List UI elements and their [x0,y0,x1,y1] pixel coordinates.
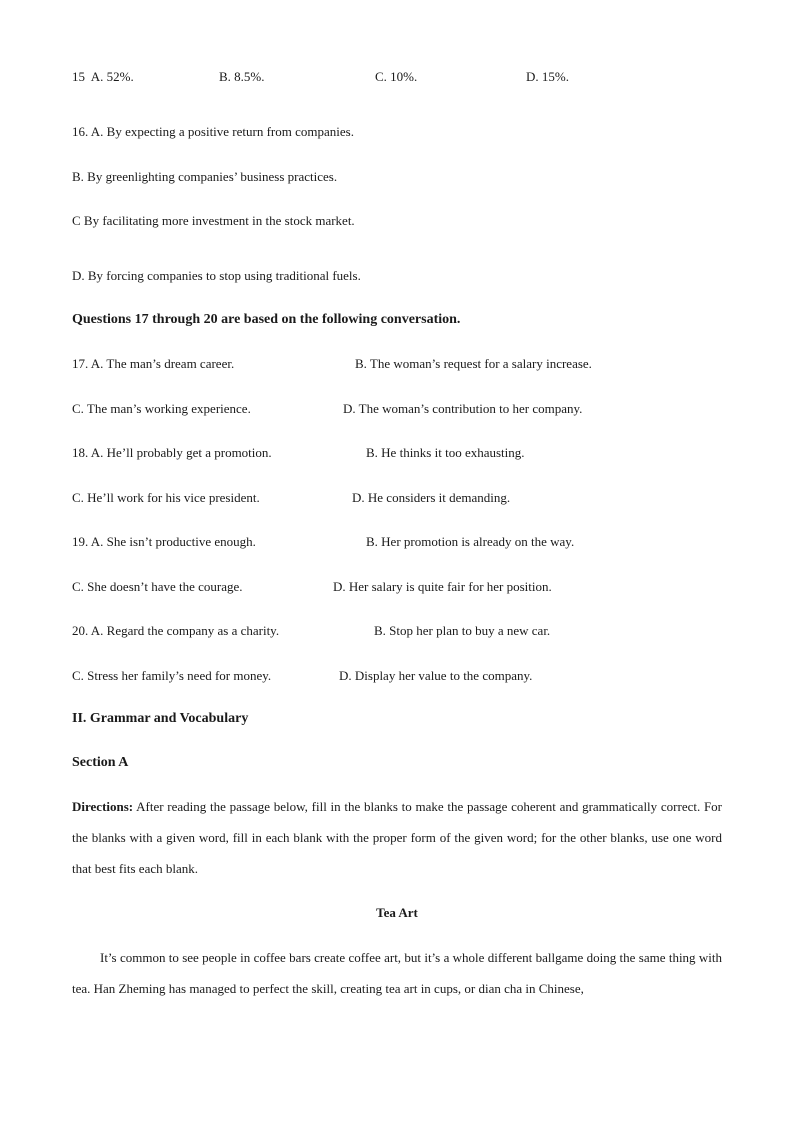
q17-option-a: 17. A. The man’s dream career. [72,356,235,371]
directions-label: Directions: [72,799,134,814]
q20-option-d: D. Display her value to the company. [339,668,533,683]
q19-option-c: C. She doesn’t have the courage. [72,579,243,594]
q17-option-c: C. The man’s working experience. [72,401,251,416]
q18-option-a: 18. A. He’ll probably get a promotion. [72,445,272,460]
q18-option-b: B. He thinks it too exhausting. [366,445,525,460]
q19-option-b: B. Her promotion is already on the way. [366,534,575,549]
q19-option-a: 19. A. She isn’t productive enough. [72,534,256,549]
q16-option-d: D. By forcing companies to stop using traditional fuels. [72,268,361,283]
q20-option-a: 20. A. Regard the company as a charity. [72,623,280,638]
q15-option-c: C. 10%. [375,69,418,84]
section-a-heading: Section A [72,755,129,770]
q19-option-d: D. Her salary is quite fair for her position. [333,579,552,594]
q16-option-b: B. By greenlighting companies’ business practices. [72,169,338,184]
directions-text: After reading the passage below, fill in the blanks to make the passage coherent and grammatically correct. For the blanks with a given word, fill in each blank with the proper form of the given word; for the other blanks, use one word that best fits each blank. [72,799,722,876]
q15-option-d: D. 15%. [526,69,569,84]
directions-paragraph [72,791,722,884]
q20-option-c: C. Stress her family’s need for money. [72,668,272,683]
passage-title: Tea Art [376,905,418,920]
q15-option-a: 15 A. 52%. [72,69,134,84]
q20-option-b: B. Stop her plan to buy a new car. [374,623,551,638]
q17-option-b: B. The woman’s request for a salary increase. [355,356,592,371]
q17-option-d: D. The woman’s contribution to her company. [343,401,583,416]
passage-paragraph: It’s common to see people in coffee bars create coffee art, but it’s a whole different ballgame doing the same thing with tea. Han Zheming has managed to perfect the skill, creating tea art in cups, or dian cha in Chinese, [72,950,722,996]
q16-option-a: 16. A. By expecting a positive return from companies. [72,124,354,139]
q18-option-c: C. He’ll work for his vice president. [72,490,260,505]
q18-option-d: D. He considers it demanding. [352,490,511,505]
part2-heading: II. Grammar and Vocabulary [72,711,249,726]
q16-option-c: C By facilitating more investment in the stock market. [72,213,355,228]
q15-option-b: B. 8.5%. [219,69,265,84]
conversation-heading: Questions 17 through 20 are based on the following conversation. [72,312,461,327]
